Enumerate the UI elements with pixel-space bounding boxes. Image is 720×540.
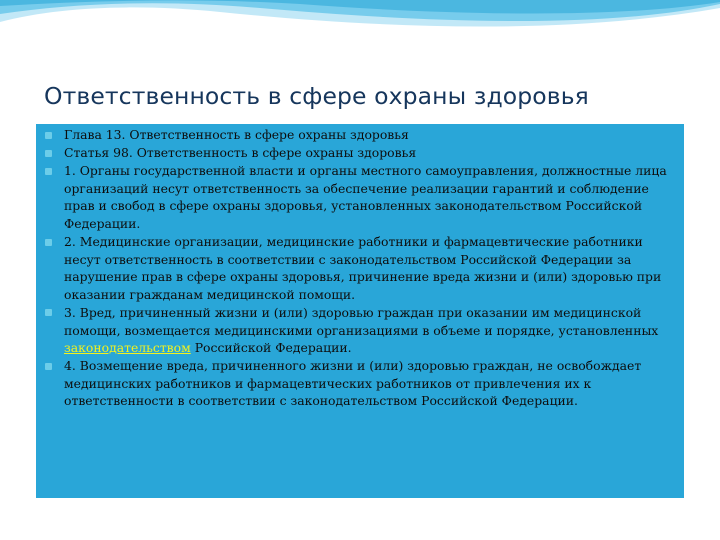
bullet-square-icon bbox=[45, 150, 52, 157]
list-item-text: Статья 98. Ответственность в сфере охраны здоровья bbox=[64, 145, 417, 161]
list-item-text-after-link: Российской Федерации. bbox=[190, 340, 352, 356]
bullet-square-icon bbox=[45, 309, 52, 316]
legislation-link[interactable]: законодательством bbox=[64, 340, 191, 356]
list-item bbox=[44, 233, 680, 303]
list-item bbox=[44, 162, 680, 232]
bullet-square-icon bbox=[45, 168, 52, 175]
bullet-square-icon bbox=[45, 363, 52, 370]
bullet-square-icon bbox=[45, 239, 52, 246]
bullet-square-icon bbox=[45, 132, 52, 139]
list-item-text: Глава 13. Ответственность в сфере охраны здоровья bbox=[64, 127, 409, 142]
slide-title: Ответственность в сфере охраны здоровья bbox=[44, 82, 589, 110]
list-item bbox=[44, 304, 680, 357]
list-item-text-before-link: 3. Вред, причиненный жизни и (или) здоровью граждан при оказании им медицинской помощи, возмещается медицинскими организациями в объеме и порядке, установленных bbox=[64, 304, 659, 338]
list-item-text: 1. Органы государственной власти и органы местного самоуправления, должностные лица организаций несут ответственность за обеспечение реализации гарантий и соблюдение прав и свобод в сфере охраны здоровья, установленных законодательством Российской Федерации. bbox=[64, 163, 667, 231]
list-item-text: 2. Медицинские организации, медицинские работники и фармацевтические работники несут ответственность в соответствии с законодательством Российской Федерации за нарушение прав в сфере охраны здоровья, причинение вреда жизни и (или) здоровью при оказании гражданам медицинской помощи. bbox=[64, 234, 662, 302]
list-item bbox=[44, 357, 680, 410]
decorative-wave-header bbox=[0, 0, 720, 80]
list-item bbox=[44, 126, 680, 144]
list-item bbox=[44, 144, 680, 162]
bullet-list bbox=[44, 126, 680, 411]
list-item-text: 4. Возмещение вреда, причиненного жизни и (или) здоровью граждан, не освобождает медицинских работников и фармацевтических работников от привлечения их к ответственности в соответствии с законодательством Российской Федерации. bbox=[64, 358, 642, 409]
